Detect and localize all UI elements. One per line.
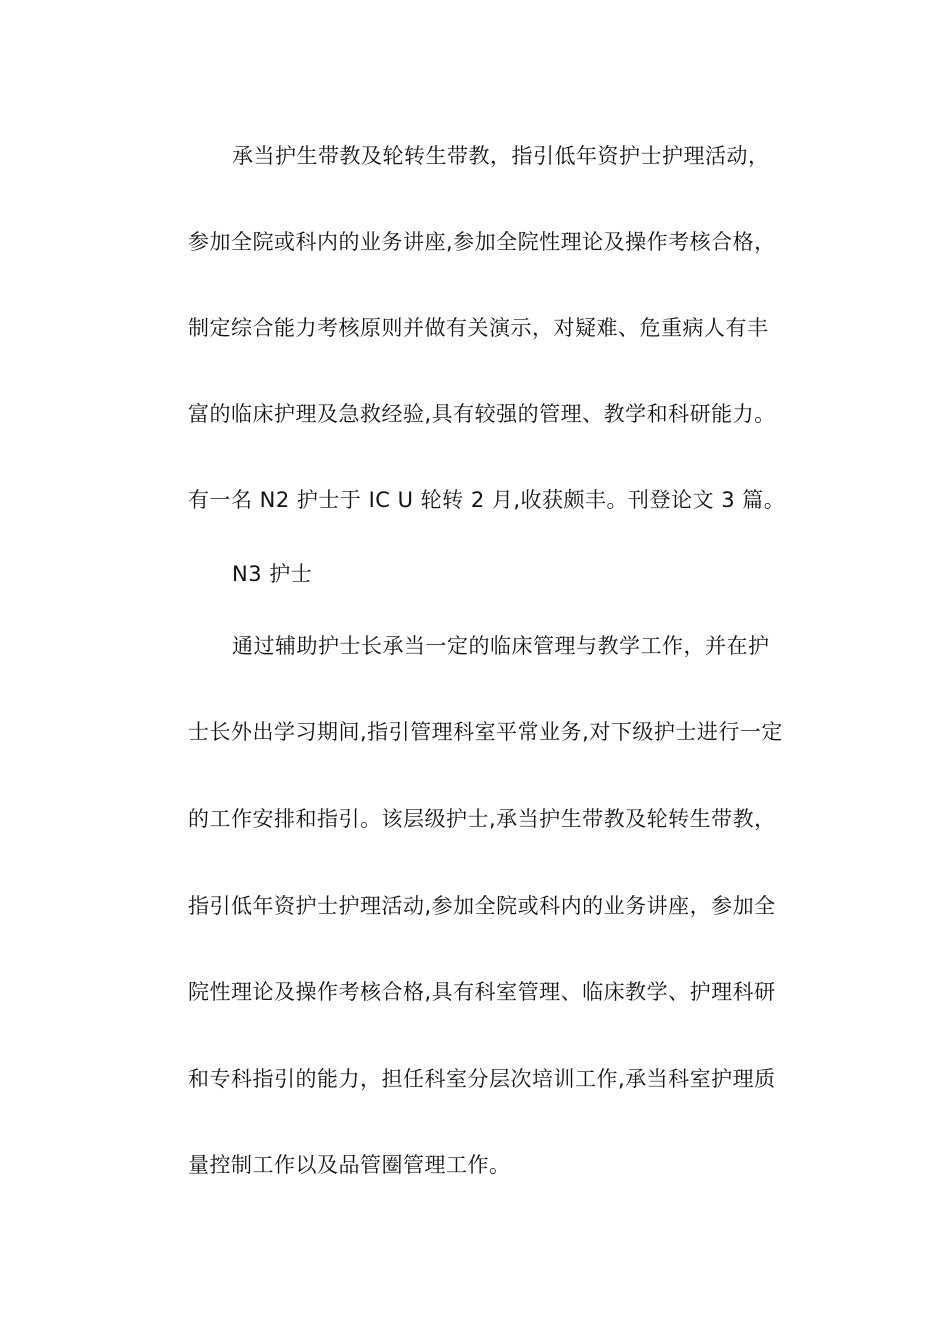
paragraph-line: 承当护生带教及轮转生带教，指引低年资护士护理活动， <box>232 144 770 168</box>
paragraph-line: 有一名 N2 护士于 IC U 轮转 2 月,收获颇丰。刊登论文 3 篇。 <box>188 488 786 512</box>
paragraph-line: 参加全院或科内的业务讲座,参加全院性理论及操作考核合格， <box>188 230 776 254</box>
paragraph-line: 指引低年资护士护理活动,参加全院或科内的业务讲座，参加全 <box>188 894 776 918</box>
paragraph-line: 的工作安排和指引。该层级护士,承当护生带教及轮转生带教， <box>188 807 776 831</box>
paragraph-line: 制定综合能力考核原则并做有关演示，对疑难、危重病人有丰 <box>188 316 769 340</box>
paragraph-line: 院性理论及操作考核合格,具有科室管理、临床教学、护理科研 <box>188 980 776 1004</box>
paragraph-line: 量控制工作以及品管圈管理工作。 <box>188 1153 511 1177</box>
section-heading: N3 护士 <box>232 562 313 586</box>
paragraph-line: 和专科指引的能力，担任科室分层次培训工作,承当科室护理质 <box>188 1067 776 1091</box>
paragraph-line: 士长外出学习期间,指引管理科室平常业务,对下级护士进行一定 <box>188 720 783 744</box>
paragraph-line: 富的临床护理及急救经验,具有较强的管理、教学和科研能力。 <box>188 402 776 426</box>
paragraph-line: 通过辅助护士长承当一定的临床管理与教学工作，并在护 <box>232 634 770 658</box>
